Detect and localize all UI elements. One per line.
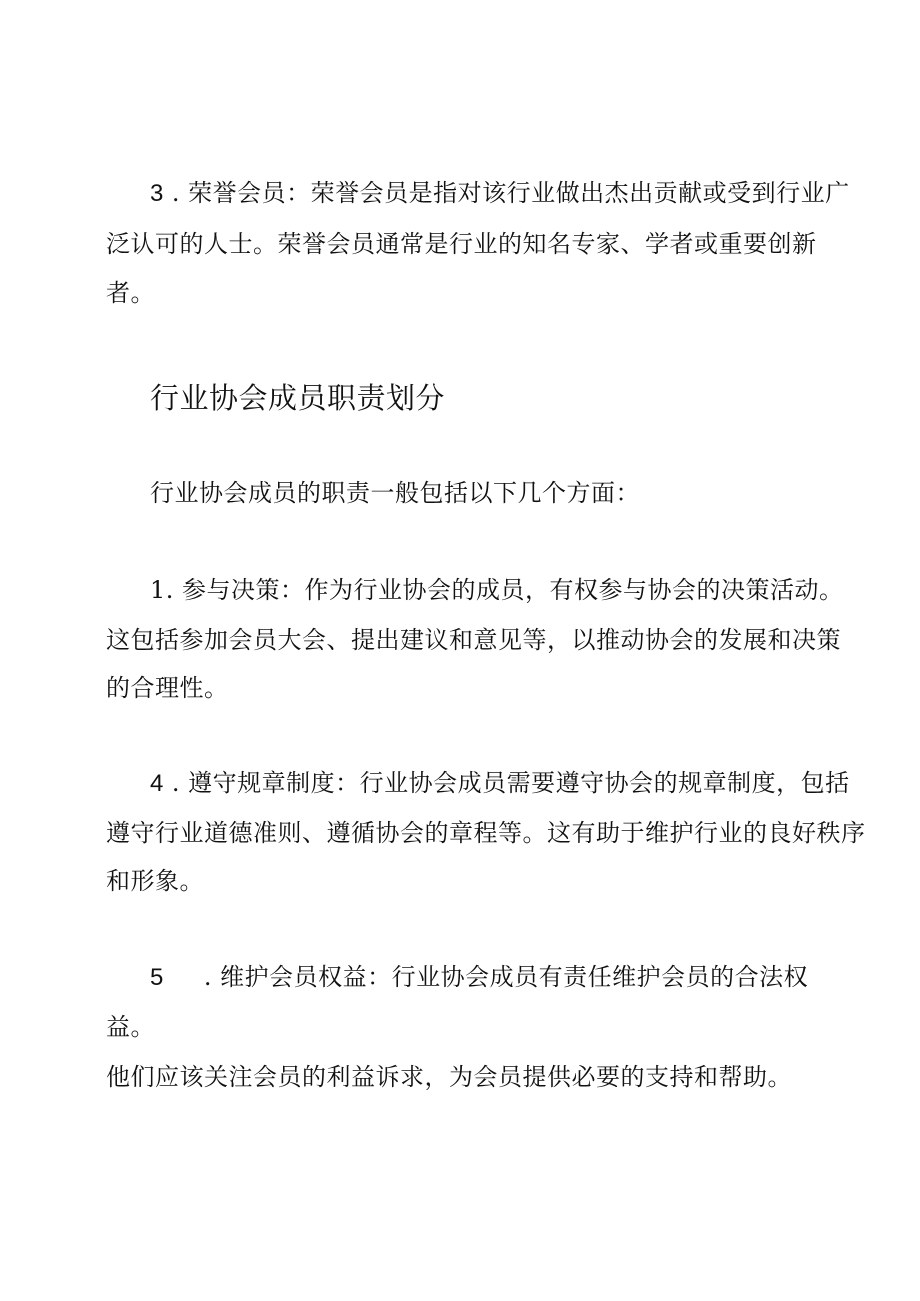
item-participate-decision-line-3: 的合理性。 xyxy=(106,674,229,702)
paragraph-text: . 荣誉会员：荣誉会员是指对该行业做出杰出贡献或受到行业广 xyxy=(171,179,850,207)
list-number: 5 xyxy=(150,964,164,991)
item-obey-rules-line-2: 遵守行业道德准则、遵循协会的章程等。这有助于维护行业的良好秩序 xyxy=(106,819,866,847)
item-protect-rights-line-3: 他们应该关注会员的利益诉求，为会员提供必要的支持和帮助。 xyxy=(106,1063,792,1091)
intro-paragraph: 行业协会成员的职责一般包括以下几个方面： xyxy=(150,479,640,507)
item-protect-rights-line-1 xyxy=(150,962,808,993)
item-participate-decision-line-2: 这包括参加会员大会、提出建议和意见等，以推动协会的发展和决策 xyxy=(106,626,841,654)
list-number: 3 xyxy=(150,180,164,207)
paragraph-text: . 遵守规章制度：行业协会成员需要遵守协会的规章制度，包括 xyxy=(171,769,850,797)
paragraph-honorary-members-line-2: 泛认可的人士。荣誉会员通常是行业的知名专家、学者或重要创新 xyxy=(106,230,817,258)
item-obey-rules-line-3: 和形象。 xyxy=(106,867,204,895)
section-heading: 行业协会成员职责划分 xyxy=(150,381,446,415)
item-obey-rules-line-1 xyxy=(150,768,850,799)
paragraph-honorary-members-line-3: 者。 xyxy=(106,279,155,307)
item-protect-rights-line-2: 益。 xyxy=(106,1013,155,1041)
list-number: 4 xyxy=(150,770,164,797)
paragraph-honorary-members-line-1 xyxy=(150,178,850,209)
item-participate-decision-line-1: 1. 参与决策：作为行业协会的成员，有权参与协会的决策活动。 xyxy=(150,576,844,604)
paragraph-text: . 维护会员权益：行业协会成员有责任维护会员的合法权 xyxy=(203,963,809,991)
